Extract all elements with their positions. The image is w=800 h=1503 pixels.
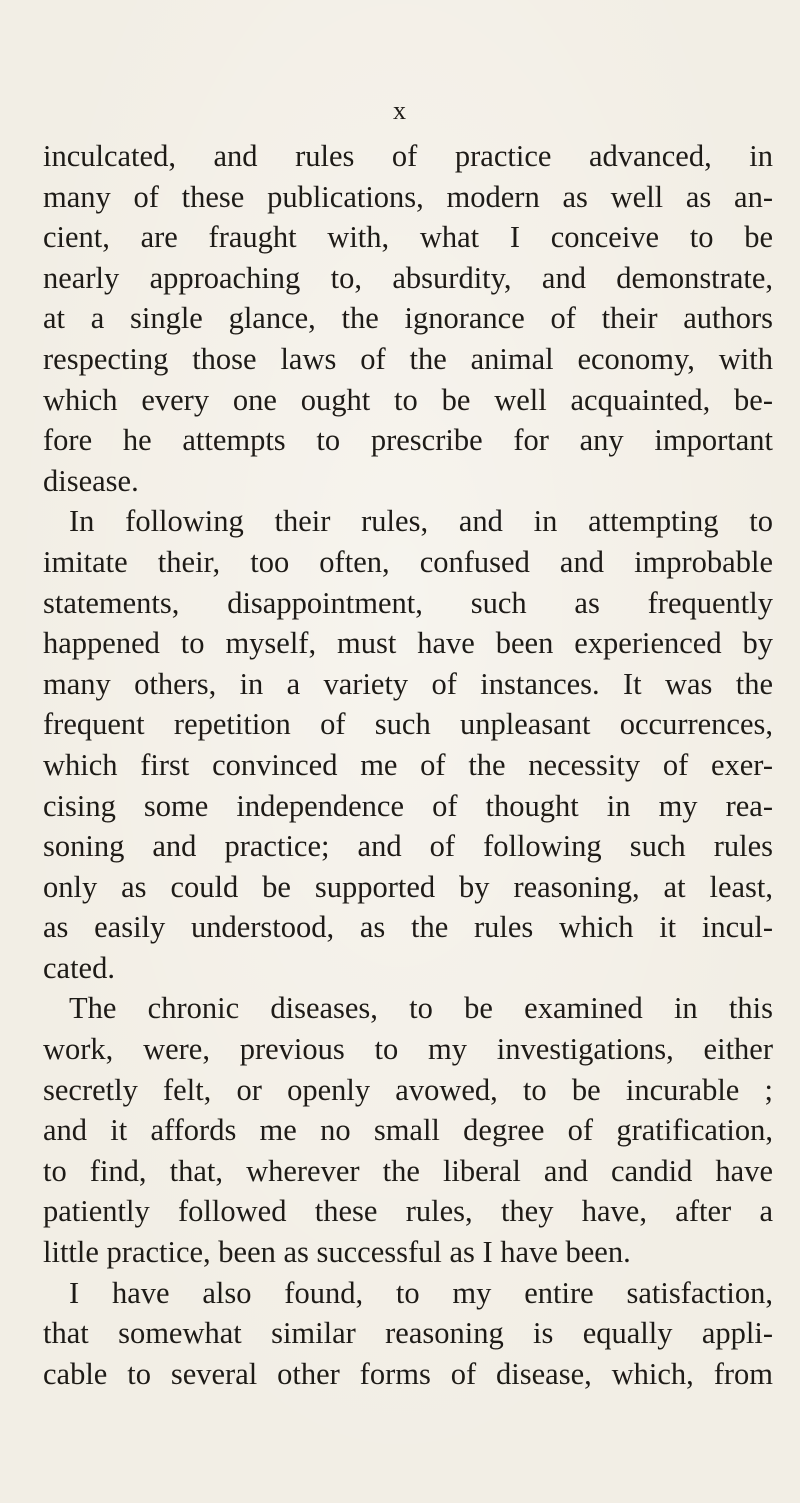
text-line: patiently followed these rules, they have, after a [43, 1194, 773, 1229]
text-line: disease. [43, 463, 139, 498]
text-line: which every one ought to be well acquainted, be- [43, 382, 773, 417]
paragraph [43, 501, 773, 988]
body-text [43, 136, 773, 1394]
text-line: many others, in a variety of instances. It was the [43, 666, 773, 701]
text-line: fore he attempts to prescribe for any important [43, 423, 773, 458]
paragraph [43, 1273, 773, 1395]
text-line: many of these publications, modern as well as an- [43, 179, 773, 214]
text-line: at a single glance, the ignorance of their authors [43, 301, 773, 336]
text-line: frequent repetition of such unpleasant occurrences, [43, 707, 773, 742]
text-line: which first convinced me of the necessity of exer- [43, 747, 773, 782]
text-line: as easily understood, as the rules which it incul- [43, 910, 773, 945]
text-line: The chronic diseases, to be examined in this [69, 991, 773, 1026]
paragraph [43, 988, 773, 1272]
text-line: cated. [43, 950, 115, 985]
text-line: that somewhat similar reasoning is equally appli- [43, 1316, 773, 1351]
text-line: cising some independence of thought in my rea- [43, 788, 773, 823]
text-line: work, were, previous to my investigations, either [43, 1032, 773, 1067]
text-line: soning and practice; and of following such rules [43, 829, 773, 864]
text-line: imitate their, too often, confused and improbable [43, 544, 773, 579]
text-line: statements, disappointment, such as frequently [43, 585, 773, 620]
text-line: happened to myself, must have been experienced by [43, 626, 773, 661]
paragraph [43, 136, 773, 501]
page-number: x [393, 96, 407, 125]
text-line: little practice, been as successful as I have been. [43, 1235, 631, 1270]
text-line: secretly felt, or openly avowed, to be incurable ; [43, 1072, 773, 1107]
text-line: In following their rules, and in attempting to [69, 504, 773, 539]
text-line: to find, that, wherever the liberal and candid have [43, 1153, 773, 1188]
text-line: respecting those laws of the animal economy, with [43, 341, 773, 376]
text-line: cable to several other forms of disease, which, from [43, 1356, 773, 1391]
text-line: only as could be supported by reasoning, at least, [43, 869, 773, 904]
text-line: and it affords me no small degree of gratification, [43, 1113, 773, 1148]
text-line: cient, are fraught with, what I conceive to be [43, 220, 773, 255]
text-line: nearly approaching to, absurdity, and demonstrate, [43, 260, 773, 295]
text-line: I have also found, to my entire satisfaction, [69, 1275, 773, 1310]
text-line: inculcated, and rules of practice advanced, in [43, 139, 773, 173]
